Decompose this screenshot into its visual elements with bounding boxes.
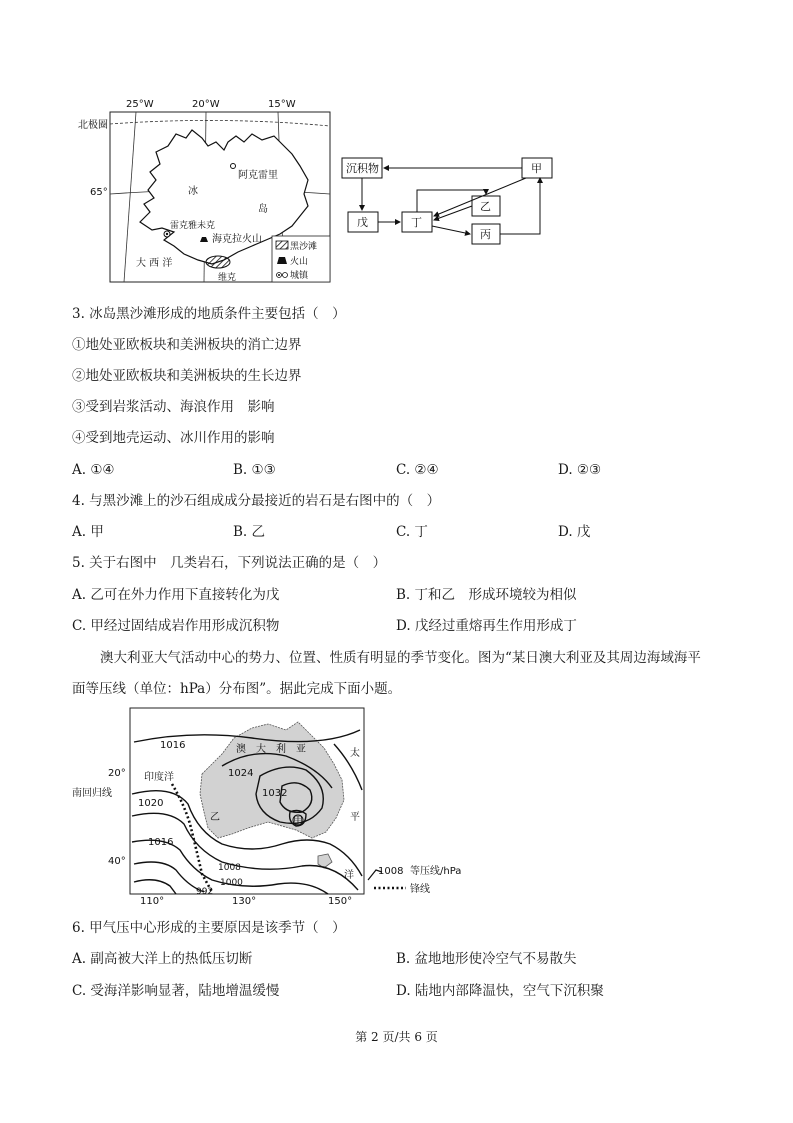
q3-stem: 3. 冰岛黑沙滩形成的地质条件主要包括（ ） xyxy=(72,306,346,322)
svg-text:1020: 1020 xyxy=(138,798,164,809)
svg-text:1016: 1016 xyxy=(160,740,186,751)
passage-line-2: 面等压线（单位：hPa）分布图”。据此完成下面小题。 xyxy=(72,681,402,697)
svg-text:丙: 丙 xyxy=(480,228,491,241)
q6-option-a[interactable]: A. 副高被大洋上的热低压切断 xyxy=(72,951,253,967)
q5-option-c[interactable]: C. 甲经过固结成岩作用形成沉积物 xyxy=(72,618,280,634)
svg-text:澳: 澳 xyxy=(236,744,246,755)
q4-option-d[interactable]: D. 戊 xyxy=(558,524,591,540)
svg-text:火山: 火山 xyxy=(290,257,309,267)
svg-text:20°: 20° xyxy=(108,768,126,779)
q5-stem: 5. 关于右图中 几类岩石，下列说法正确的是（ ） xyxy=(72,555,387,571)
svg-text:平: 平 xyxy=(350,812,360,823)
svg-text:黑沙滩: 黑沙滩 xyxy=(290,242,318,252)
svg-text:沉积物: 沉积物 xyxy=(346,162,379,175)
q6-option-c[interactable]: C. 受海洋影响显著，陆地增温缓慢 xyxy=(72,983,280,999)
svg-text:甲: 甲 xyxy=(293,816,303,827)
svg-text:甲: 甲 xyxy=(531,162,542,175)
svg-text:20°W: 20°W xyxy=(192,99,220,110)
svg-text:锋线: 锋线 xyxy=(410,884,430,895)
australia-isobar-map xyxy=(72,704,492,907)
q3-option-b[interactable]: B. ①③ xyxy=(233,462,276,478)
q4-option-b[interactable]: B. 乙 xyxy=(233,524,266,540)
svg-text:利: 利 xyxy=(276,744,286,755)
svg-text:大 西 洋: 大 西 洋 xyxy=(136,258,173,269)
svg-text:1024: 1024 xyxy=(228,768,254,779)
svg-text:130°: 130° xyxy=(232,896,257,907)
svg-text:等压线/hPa: 等压线/hPa xyxy=(410,866,462,877)
svg-text:1032: 1032 xyxy=(262,788,288,799)
svg-text:1008: 1008 xyxy=(378,866,404,877)
svg-text:65°: 65° xyxy=(90,187,108,198)
passage-line-1: 澳大利亚大气活动中心的势力、位置、性质有明显的季节变化。图为“某日澳大利亚及其周边海域海平 xyxy=(100,650,701,666)
svg-text:15°W: 15°W xyxy=(268,99,296,110)
svg-text:城镇: 城镇 xyxy=(290,271,309,281)
svg-text:南回归线: 南回归线 xyxy=(72,788,112,799)
svg-text:岛: 岛 xyxy=(258,204,268,215)
q3-item-1: ①地处亚欧板块和美洲板块的消亡边界 xyxy=(72,337,302,353)
q6-stem: 6. 甲气压中心形成的主要原因是该季节（ ） xyxy=(72,920,346,936)
q3-option-d[interactable]: D. ②③ xyxy=(558,462,602,478)
q3-option-a[interactable]: A. ①④ xyxy=(72,462,115,478)
q6-option-b[interactable]: B. 盆地地形使冷空气不易散失 xyxy=(396,951,577,967)
svg-text:北极圈: 北极圈 xyxy=(78,120,108,131)
svg-text:1000: 1000 xyxy=(220,878,243,888)
svg-text:亚: 亚 xyxy=(296,744,306,755)
rock-cycle-diagram xyxy=(338,150,558,250)
svg-text:太: 太 xyxy=(350,748,360,759)
svg-text:雷克雅未克: 雷克雅未克 xyxy=(170,221,216,231)
q3-item-2: ②地处亚欧板块和美洲板块的生长边界 xyxy=(72,368,302,384)
page-footer: 第 2 页/共 6 页 xyxy=(355,1030,438,1044)
svg-text:戊: 戊 xyxy=(357,216,368,229)
town-akureyri-icon xyxy=(231,164,236,169)
q3-item-4: ④受到地壳运动、冰川作用的影响 xyxy=(72,430,275,446)
svg-text:110°: 110° xyxy=(140,896,165,907)
svg-text:洋: 洋 xyxy=(344,870,354,881)
svg-text:乙: 乙 xyxy=(210,812,220,823)
q5-option-b[interactable]: B. 丁和乙 形成环境较为相似 xyxy=(396,587,577,603)
svg-text:维克: 维克 xyxy=(218,273,237,283)
svg-text:150°: 150° xyxy=(328,896,353,907)
svg-text:丁: 丁 xyxy=(411,216,422,229)
svg-text:40°: 40° xyxy=(108,856,126,867)
iceland-map xyxy=(78,94,338,286)
svg-text:冰: 冰 xyxy=(188,186,198,197)
svg-text:1008: 1008 xyxy=(218,863,241,873)
q3-option-c[interactable]: C. ②④ xyxy=(396,462,439,478)
svg-text:海克拉火山: 海克拉火山 xyxy=(212,234,262,245)
svg-text:乙: 乙 xyxy=(480,200,491,213)
q5-option-d[interactable]: D. 戊经过重熔再生作用形成丁 xyxy=(396,618,577,634)
svg-text:印度洋: 印度洋 xyxy=(144,772,174,783)
q4-option-a[interactable]: A. 甲 xyxy=(72,524,104,540)
svg-text:1016: 1016 xyxy=(148,837,174,848)
svg-text:大: 大 xyxy=(256,744,266,755)
q4-stem: 4. 与黑沙滩上的沙石组成成分最接近的岩石是右图中的（ ） xyxy=(72,493,441,509)
q6-option-d[interactable]: D. 陆地内部降温快，空气下沉积聚 xyxy=(396,983,604,999)
q5-option-a[interactable]: A. 乙可在外力作用下直接转化为戊 xyxy=(72,587,280,603)
svg-text:25°W: 25°W xyxy=(126,99,154,110)
q4-option-c[interactable]: C. 丁 xyxy=(396,524,428,540)
svg-text:992: 992 xyxy=(196,887,214,897)
q3-item-3: ③受到岩浆活动、海浪作用 影响 xyxy=(72,399,275,415)
svg-text:阿克雷里: 阿克雷里 xyxy=(238,170,278,181)
